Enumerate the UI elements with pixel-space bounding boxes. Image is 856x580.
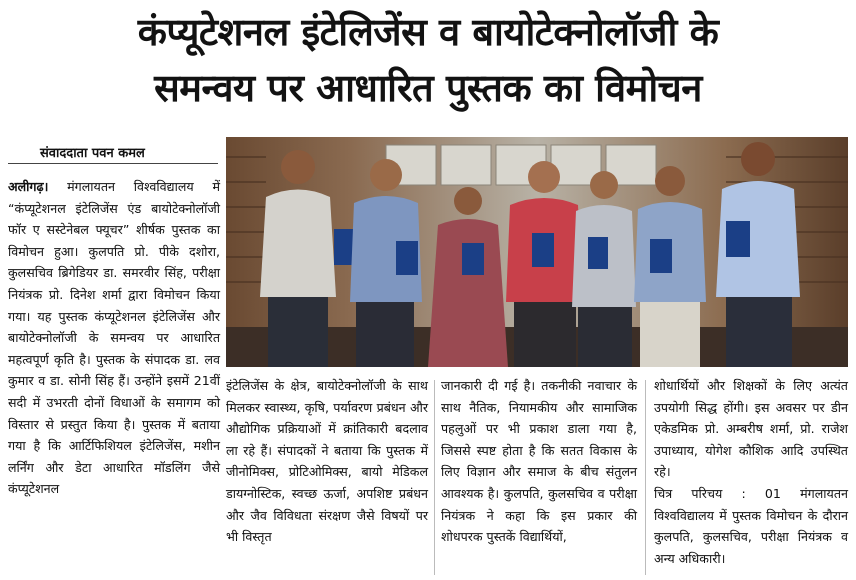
article-text-3: जानकारी दी गई है। तकनीकी नवाचार के साथ नैतिक, नियामकीय और सामाजिक पहलुओं पर भी प्रकाश डाला गया है, जिससे स्पष्ट होता है कि सतत विकास के लिए विज्ञान और समाज के बीच संतुलन आवश्यक है। कुलपति, कुलसचिव व परीक्षा नियंत्रक ने कहा कि इस प्रकार की शोधपरक पुस्तकें विद्यार्थियों, bbox=[441, 378, 637, 545]
article-column-1 bbox=[8, 176, 220, 500]
article-column-3 bbox=[441, 375, 637, 548]
event-photo bbox=[226, 137, 848, 367]
byline-rule bbox=[8, 163, 218, 164]
article-text-2: इंटेलिजेंस के क्षेत्र, बायोटेक्नोलॉजी के साथ मिलकर स्वास्थ्य, कृषि, पर्यावरण प्रबंधन और औद्योगिक प्रक्रियाओं में क्रांतिकारी बदलाव ला रहे हैं। संपादकों ने बताया कि पुस्तक में जीनोमिक्स, प्रोटिओमिक्स, बायो मेडिकल डायग्नोस्टिक, स्वच्छ ऊर्जा, अपशिष्ट प्रबंधन और जैव विविधता संरक्षण जैसे विषयों पर भी विस्तृत bbox=[226, 378, 428, 545]
byline: संवाददाता पवन कमल bbox=[40, 146, 145, 161]
article-column-4 bbox=[654, 375, 848, 569]
column-divider bbox=[434, 380, 435, 575]
article-text-4: शोधार्थियों और शिक्षकों के लिए अत्यंत उपयोगी सिद्ध होंगी। इस अवसर पर डीन एकेडमिक प्रो. अम्बरीष शर्मा, प्रो. राजेश उपाध्याय, योगेश कौशिक आदि उपस्थित रहे। bbox=[654, 378, 848, 480]
headline bbox=[6, 4, 850, 116]
photo-caption: चित्र परिचय : 01 मंगलायतन विश्वविद्यालय में पुस्तक विमोचन के दौरान कुलपति, कुलसचिव, परीक्षा नियंत्रक व अन्य अधिकारी। bbox=[654, 485, 848, 566]
headline-line-1: कंप्यूटेशनल इंटेलिजेंस व बायोटेक्नोलॉजी के bbox=[137, 10, 719, 54]
column-divider bbox=[645, 380, 646, 575]
dateline: अलीगढ़। bbox=[8, 179, 49, 194]
article-column-2 bbox=[226, 375, 428, 548]
article-text-1: मंगलायतन विश्वविद्यालय में “कंप्यूटेशनल इंटेलिजेंस एंड बायोटेक्नोलॉजी फॉर ए सस्टेनेबल फ्यूचर” शीर्षक पुस्तक का विमोचन हुआ। कुलपति प्रो. पीके दशोरा, कुलसचिव ब्रिगेडियर डा. समरवीर सिंह, परीक्षा नियंत्रक प्रो. दिनेश शर्मा द्वारा विमोचन किया गया। यह पुस्तक कंप्यूटेशनल इंटेलिजेंस और बायोटेक्नोलॉजी के समन्वय पर आधारित महत्वपूर्ण कृति है। पुस्तक के संपादक डा. लव कुमार व डा. सोनी सिंह हैं। उन्होंने इसमें 21वीं सदी में उभरती दोनों विधाओं के समागम को विस्तार से प्रस्तुत किया है। पुस्तक में बताया गया है कि आर्टिफिशियल इंटेलिजेंस, मशीन लर्निंग और डेटा आधारित मॉडलिंग जैसे कंप्यूटेशनल bbox=[8, 179, 220, 497]
headline-line-2: समन्वय पर आधारित पुस्तक का विमोचन bbox=[154, 66, 702, 110]
